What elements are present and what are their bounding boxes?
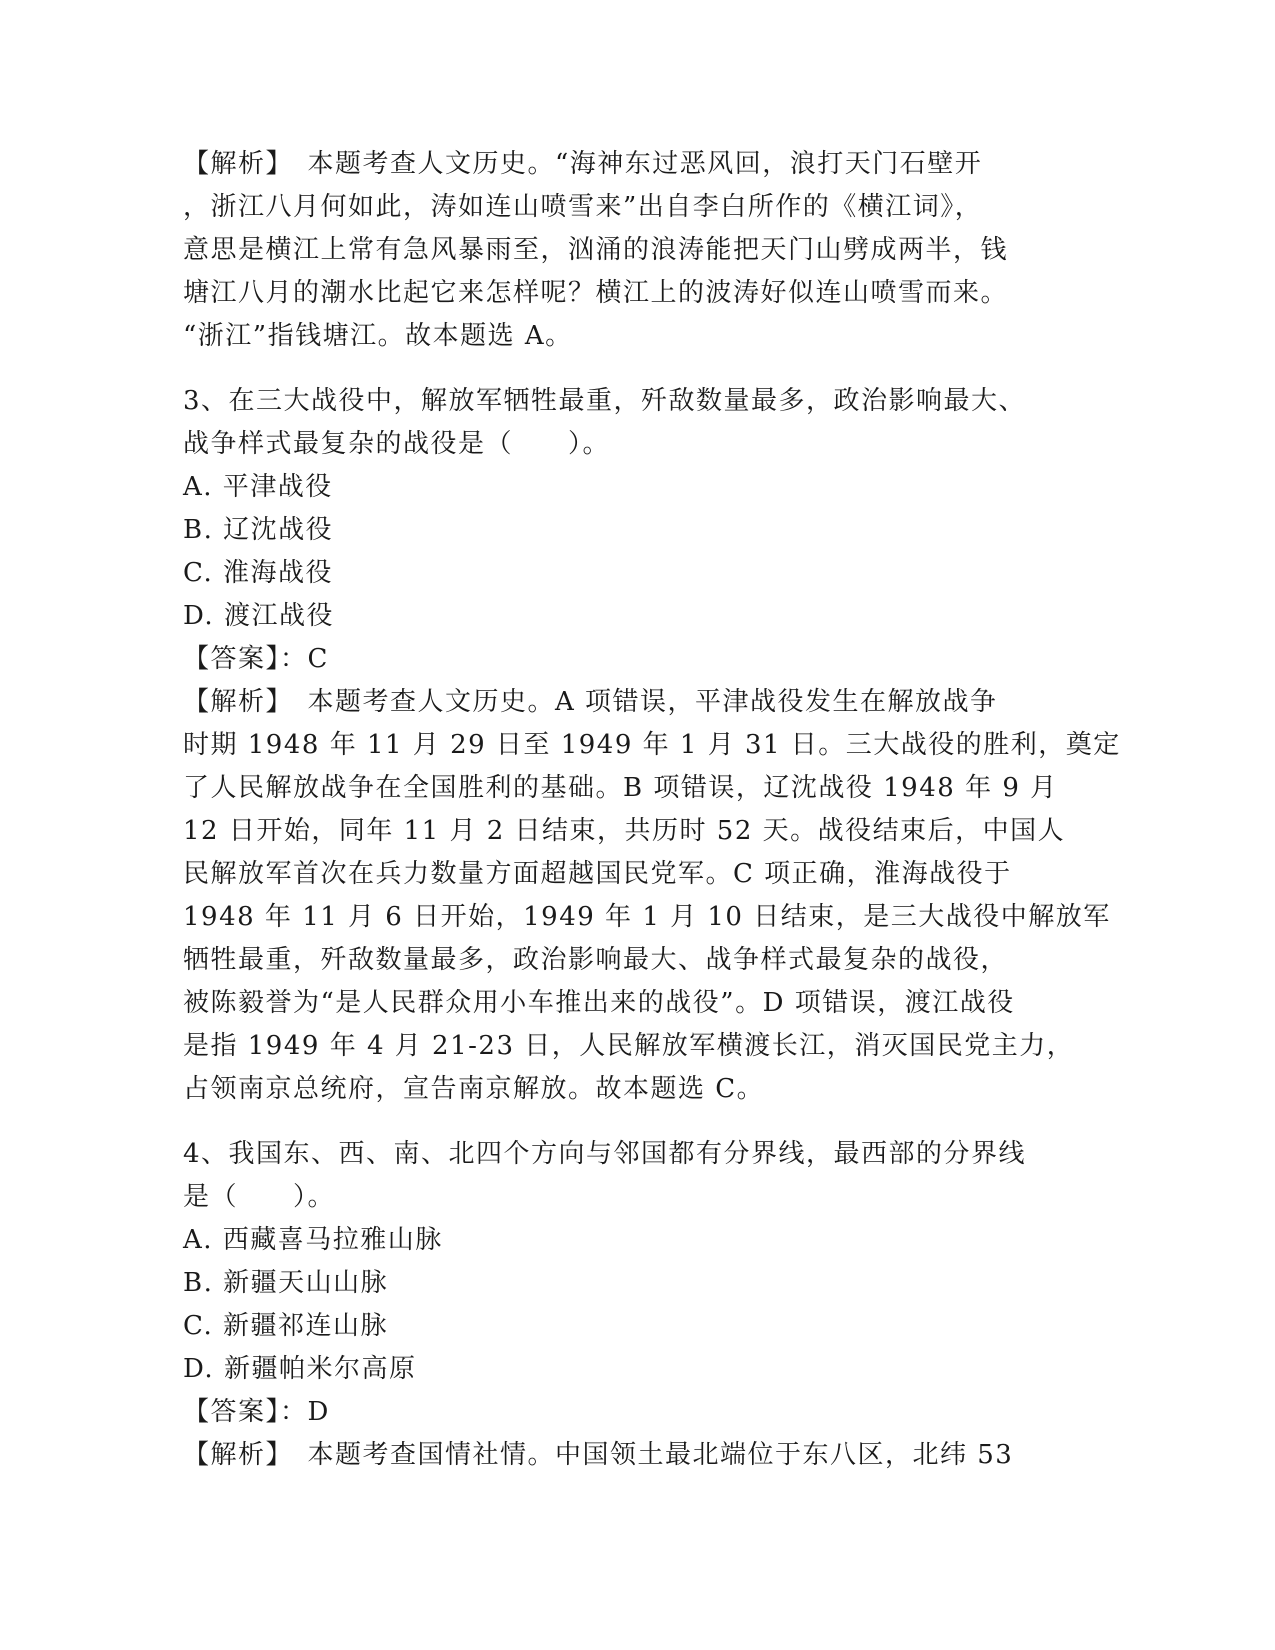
analysis-line: 【解析】 本题考查国情社情。中国领土最北端位于东八区，北纬 53	[183, 1440, 1014, 1470]
analysis-line: 时期 1948 年 11 月 29 日至 1949 年 1 月 31 日。三大战役的胜利，奠定	[183, 730, 1121, 760]
spacer	[183, 1111, 1083, 1133]
option-b: B. 新疆天山山脉	[183, 1268, 389, 1298]
analysis-line: 【解析】 本题考查人文历史。A 项错误，平津战役发生在解放战争	[183, 687, 998, 717]
option-a: A. 西藏喜马拉雅山脉	[183, 1225, 443, 1255]
option-b: B. 辽沈战役	[183, 515, 334, 545]
question-stem-line: 战争样式最复杂的战役是（ ）。	[183, 429, 611, 459]
option-d: D. 新疆帕米尔高原	[183, 1354, 417, 1384]
option-c: C. 淮海战役	[183, 558, 333, 588]
analysis-line: 了人民解放战争在全国胜利的基础。B 项错误，辽沈战役 1948 年 9 月	[183, 773, 1058, 803]
analysis-line: 是指 1949 年 4 月 21-23 日，人民解放军横渡长江，消灭国民党主力，	[183, 1031, 1075, 1061]
analysis-line: 占领南京总统府，宣告南京解放。故本题选 C。	[183, 1074, 765, 1104]
analysis-line: 牺牲最重，歼敌数量最多，政治影响最大、战争样式最复杂的战役，	[183, 945, 1009, 975]
analysis-line: 意思是横江上常有急风暴雨至，汹涌的浪涛能把天门山劈成两半，钱	[183, 235, 1009, 265]
analysis-line: 1948 年 11 月 6 日开始，1949 年 1 月 10 日结束，是三大战役中解放军	[183, 902, 1111, 932]
question-stem-line: 3、在三大战役中，解放军牺牲最重，歼敌数量最多，政治影响最大、	[183, 386, 1027, 416]
analysis-line: 民解放军首次在兵力数量方面超越国民党军。C 项正确，淮海战役于	[183, 859, 1012, 889]
analysis-line: 塘江八月的潮水比起它来怎样呢？横江上的波涛好似连山喷雪而来。	[183, 278, 1009, 308]
question-stem-line: 是（ ）。	[183, 1182, 336, 1212]
option-a: A. 平津战役	[183, 472, 333, 502]
question-4	[183, 1133, 1083, 1477]
question-3	[183, 380, 1121, 1111]
page-content	[183, 143, 1121, 1477]
option-d: D. 渡江战役	[183, 601, 334, 631]
question-stem-line: 4、我国东、西、南、北四个方向与邻国都有分界线，最西部的分界线	[183, 1139, 1027, 1169]
option-c: C. 新疆祁连山脉	[183, 1311, 388, 1341]
answer-line: 【答案】：C	[183, 644, 329, 674]
analysis-line: 【解析】 本题考查人文历史。“海神东过恶风回，浪打天门石壁开	[183, 149, 983, 179]
analysis-q2	[183, 143, 1083, 358]
spacer	[183, 358, 1083, 380]
analysis-line: ，浙江八月何如此，涛如连山喷雪来”出自李白所作的《横江词》，	[183, 192, 983, 222]
analysis-line: 12 日开始，同年 11 月 2 日结束，共历时 52 天。战役结束后，中国人	[183, 816, 1066, 846]
analysis-line: “浙江”指钱塘江。故本题选 A。	[183, 321, 573, 351]
answer-line: 【答案】：D	[183, 1397, 330, 1427]
analysis-line: 被陈毅誉为“是人民群众用小车推出来的战役”。D 项错误，渡江战役	[183, 988, 1015, 1018]
